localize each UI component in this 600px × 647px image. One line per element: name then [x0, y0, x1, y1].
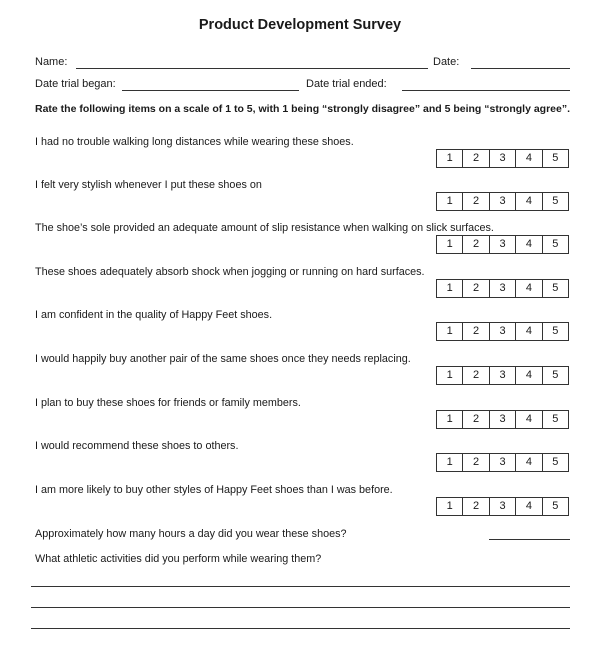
rating-option-3[interactable]: 3	[489, 193, 515, 210]
rating-option-2[interactable]: 2	[462, 323, 488, 340]
trial-ended-field[interactable]	[402, 90, 570, 91]
rating-option-1[interactable]: 1	[446, 325, 453, 337]
question-text: These shoes adequately absorb shock when jogging or running on hard surfaces.	[35, 266, 425, 278]
rating-option-5[interactable]: 5	[542, 323, 568, 340]
rating-option-2[interactable]: 2	[462, 150, 488, 167]
rating-option-5[interactable]: 5	[542, 193, 568, 210]
rating-option-4[interactable]: 4	[515, 193, 541, 210]
rating-option-5[interactable]: 5	[542, 498, 568, 515]
rating-option-3[interactable]: 3	[489, 236, 515, 253]
rating-scale	[436, 149, 569, 168]
question-text: The shoe’s sole provided an adequate amount of slip resistance when walking on slick surfaces.	[35, 222, 494, 234]
name-label: Name:	[35, 56, 68, 68]
rating-option-5[interactable]: 5	[542, 236, 568, 253]
activities-answer-line-3[interactable]	[31, 628, 570, 629]
rating-scale	[436, 410, 569, 429]
rating-option-2[interactable]: 2	[462, 236, 488, 253]
rating-option-4[interactable]: 4	[515, 454, 541, 471]
rating-option-1[interactable]: 1	[446, 282, 453, 294]
activities-answer-line-1[interactable]	[31, 586, 570, 587]
rating-option-4[interactable]: 4	[515, 367, 541, 384]
rating-option-5[interactable]: 5	[542, 367, 568, 384]
rating-scale	[436, 235, 569, 254]
rating-option-2[interactable]: 2	[462, 411, 488, 428]
rating-option-4[interactable]: 4	[515, 498, 541, 515]
question-text: I would happily buy another pair of the same shoes once they needs replacing.	[35, 353, 411, 365]
rating-option-4[interactable]: 4	[515, 323, 541, 340]
rating-scale	[436, 322, 569, 341]
rating-option-3[interactable]: 3	[489, 411, 515, 428]
rating-option-1[interactable]: 1	[446, 152, 453, 164]
date-label: Date:	[433, 56, 460, 68]
rating-option-3[interactable]: 3	[489, 150, 515, 167]
rating-scale	[436, 453, 569, 472]
hours-answer-field[interactable]	[489, 539, 570, 540]
rating-option-5[interactable]: 5	[542, 411, 568, 428]
hours-question: Approximately how many hours a day did you wear these shoes?	[35, 528, 347, 540]
rating-option-2[interactable]: 2	[462, 498, 488, 515]
rating-option-1[interactable]: 1	[446, 238, 453, 250]
rating-option-2[interactable]: 2	[462, 367, 488, 384]
instructions: Rate the following items on a scale of 1 to 5, with 1 being “strongly disagree” and 5 being “strongly agree”.	[35, 103, 571, 115]
rating-option-2[interactable]: 2	[462, 193, 488, 210]
rating-option-5[interactable]: 5	[542, 280, 568, 297]
rating-option-4[interactable]: 4	[515, 236, 541, 253]
rating-option-3[interactable]: 3	[489, 367, 515, 384]
trial-began-field[interactable]	[122, 90, 299, 91]
rating-scale	[436, 279, 569, 298]
rating-option-4[interactable]: 4	[515, 411, 541, 428]
question-text: I am confident in the quality of Happy Feet shoes.	[35, 309, 273, 321]
rating-option-1[interactable]: 1	[446, 413, 453, 425]
rating-option-3[interactable]: 3	[489, 323, 515, 340]
rating-option-3[interactable]: 3	[489, 454, 515, 471]
rating-option-4[interactable]: 4	[515, 280, 541, 297]
rating-scale	[436, 192, 569, 211]
activities-question: What athletic activities did you perform while wearing them?	[35, 553, 322, 565]
rating-option-2[interactable]: 2	[462, 280, 488, 297]
activities-answer-line-2[interactable]	[31, 607, 570, 608]
rating-option-5[interactable]: 5	[542, 150, 568, 167]
rating-option-3[interactable]: 3	[489, 280, 515, 297]
rating-option-1[interactable]: 1	[446, 195, 453, 207]
question-text: I am more likely to buy other styles of Happy Feet shoes than I was before.	[35, 484, 393, 496]
rating-option-3[interactable]: 3	[489, 498, 515, 515]
rating-option-5[interactable]: 5	[542, 454, 568, 471]
trial-began-label: Date trial began:	[35, 78, 116, 90]
rating-option-1[interactable]: 1	[446, 456, 453, 468]
question-text: I plan to buy these shoes for friends or family members.	[35, 397, 301, 409]
rating-option-1[interactable]: 1	[446, 369, 453, 381]
question-text: I felt very stylish whenever I put these shoes on	[35, 179, 262, 191]
date-field[interactable]	[471, 68, 570, 69]
name-field[interactable]	[76, 68, 428, 69]
rating-option-1[interactable]: 1	[446, 500, 453, 512]
question-text: I would recommend these shoes to others.	[35, 440, 239, 452]
rating-scale	[436, 366, 569, 385]
rating-scale	[436, 497, 569, 516]
question-text: I had no trouble walking long distances while wearing these shoes.	[35, 136, 354, 148]
rating-option-2[interactable]: 2	[462, 454, 488, 471]
rating-option-4[interactable]: 4	[515, 150, 541, 167]
trial-ended-label: Date trial ended:	[306, 78, 387, 90]
page-title: Product Development Survey	[198, 17, 402, 33]
